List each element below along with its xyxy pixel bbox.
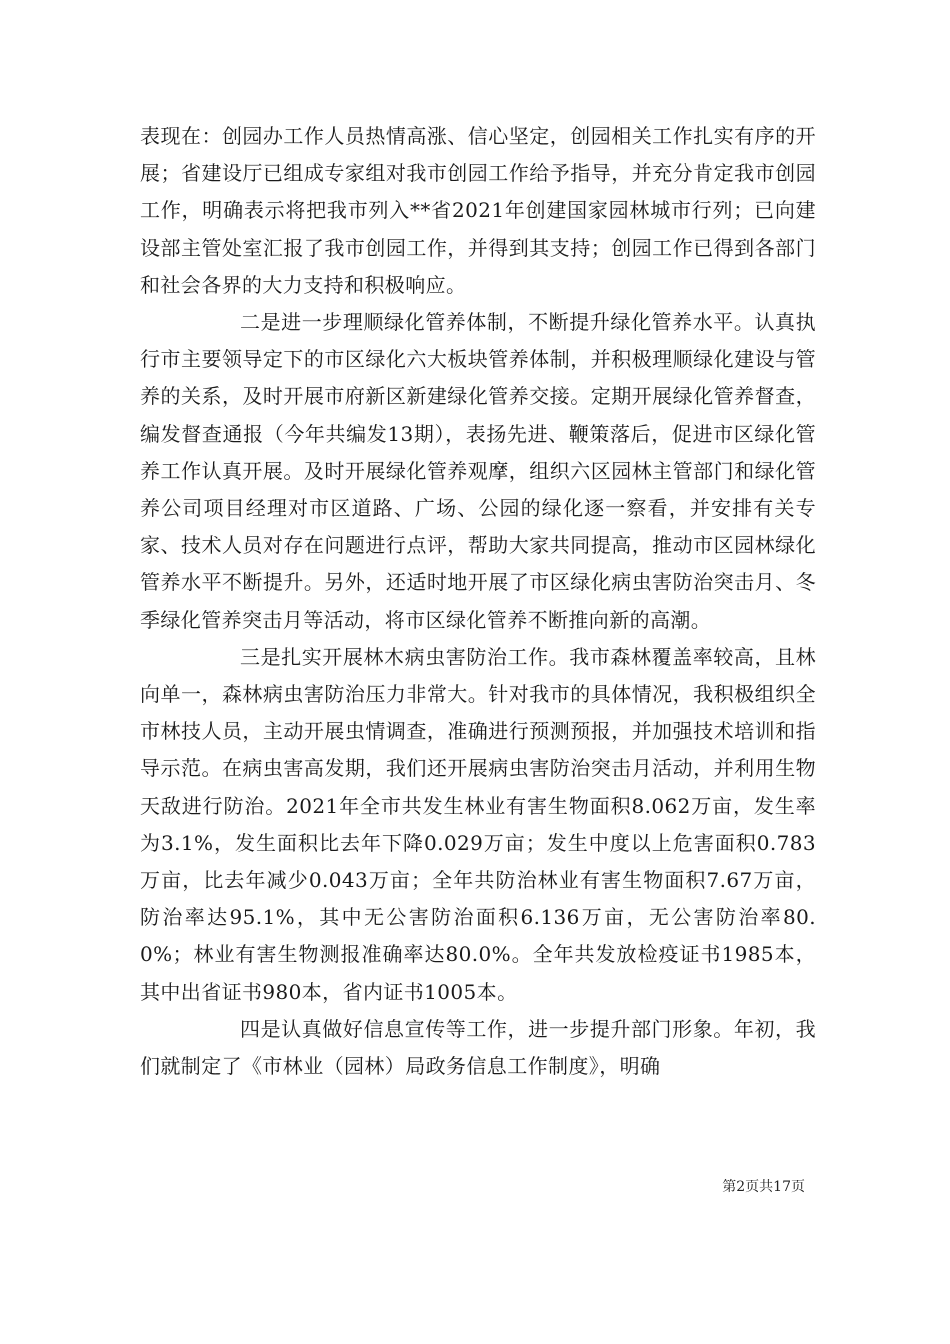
paragraph-3: 三是扎实开展林木病虫害防治工作。我市森林覆盖率较高，且林向单一，森林病虫害防治压力非常大。针对我市的具体情况，我积极组织全市林技人员，主动开展虫情调查，准确进行预测预报，并加强技术培训和指导示范。在病虫害高发期，我们还开展病虫害防治突击月活动，并利用生物天敌进行防治。2021年全市共发生林业有害生物面积8.062万亩，发生率为3.1%，发生面积比去年下降0.029万亩；发生中度以上危害面积0.783万亩，比去年减少0.043万亩；全年共防治林业有害生物面积7.67万亩，防治率达95.1%，其中无公害防治面积6.136万亩，无公害防治率80.0%；林业有害生物测报准确率达80.0%。全年共发放检疫证书1985本，其中出省证书980本，省内证书1005本。: [140, 644, 816, 1004]
page-number-footer: 第2页共17页: [722, 1179, 805, 1195]
document-body: [140, 118, 816, 1085]
paragraph-1: 表现在：创园办工作人员热情高涨、信心坚定，创园相关工作扎实有序的开展；省建设厅已组成专家组对我市创园工作给予指导，并充分肯定我市创园工作，明确表示将把我市列入**省2021年创建国家园林城市行列；已向建设部主管处室汇报了我市创园工作，并得到其支持；创园工作已得到各部门和社会各界的大力支持和积极响应。: [140, 124, 816, 297]
paragraph-2: 二是进一步理顺绿化管养体制，不断提升绿化管养水平。认真执行市主要领导定下的市区绿化六大板块管养体制，并积极理顺绿化建设与管养的关系，及时开展市府新区新建绿化管养交接。定期开展绿化管养督查，编发督查通报（今年共编发13期），表扬先进、鞭策落后，促进市区绿化管养工作认真开展。及时开展绿化管养观摩，组织六区园林主管部门和绿化管养公司项目经理对市区道路、广场、公园的绿化逐一察看，并安排有关专家、技术人员对存在问题进行点评，帮助大家共同提高，推动市区园林绿化管养水平不断提升。另外，还适时地开展了市区绿化病虫害防治突击月、冬季绿化管养突击月等活动，将市区绿化管养不断推向新的高潮。: [140, 310, 816, 632]
paragraph-4: 四是认真做好信息宣传等工作，进一步提升部门形象。年初，我们就制定了《市林业（园林）局政务信息工作制度》，明确: [140, 1016, 816, 1079]
